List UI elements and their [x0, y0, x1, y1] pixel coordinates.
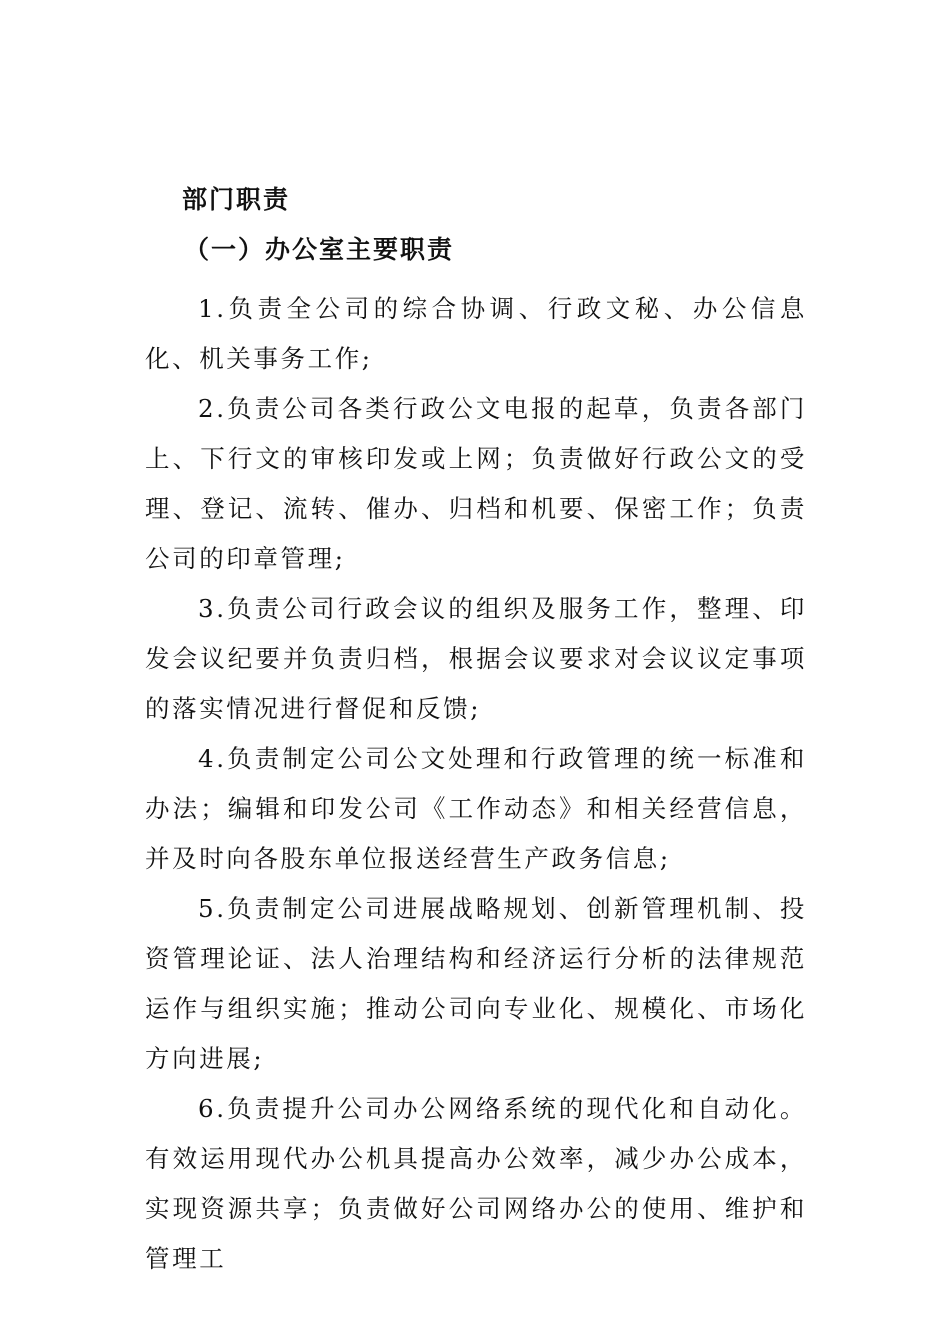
document-body [145, 284, 807, 1284]
paragraph-4: 4.负责制定公司公文处理和行政管理的统一标准和办法；编辑和印发公司《工作动态》和相关经营信息，并及时向各股东单位报送经营生产政务信息; [145, 744, 807, 873]
paragraph-2: 2.负责公司各类行政公文电报的起草，负责各部门上、下行文的审核印发或上网；负责做好行政公文的受理、登记、流转、催办、归档和机要、保密工作；负责公司的印章管理; [145, 394, 807, 573]
paragraph-3: 3.负责公司行政会议的组织及服务工作，整理、印发会议纪要并负责归档，根据会议要求对会议议定事项的落实情况进行督促和反馈; [145, 594, 807, 723]
paragraph-6: 6.负责提升公司办公网络系统的现代化和自动化。有效运用现代办公机具提高办公效率，减少办公成本，实现资源共享；负责做好公司网络办公的使用、维护和管理工 [145, 1094, 807, 1273]
paragraph-5: 5.负责制定公司进展战略规划、创新管理机制、投资管理论证、法人治理结构和经济运行分析的法律规范运作与组织实施；推动公司向专业化、规模化、市场化方向进展; [145, 894, 807, 1073]
section-heading: （一）办公室主要职责 [184, 235, 455, 264]
paragraph-1: 1.负责全公司的综合协调、行政文秘、办公信息化、机关事务工作; [145, 294, 807, 373]
document-title: 部门职责 [182, 185, 291, 214]
